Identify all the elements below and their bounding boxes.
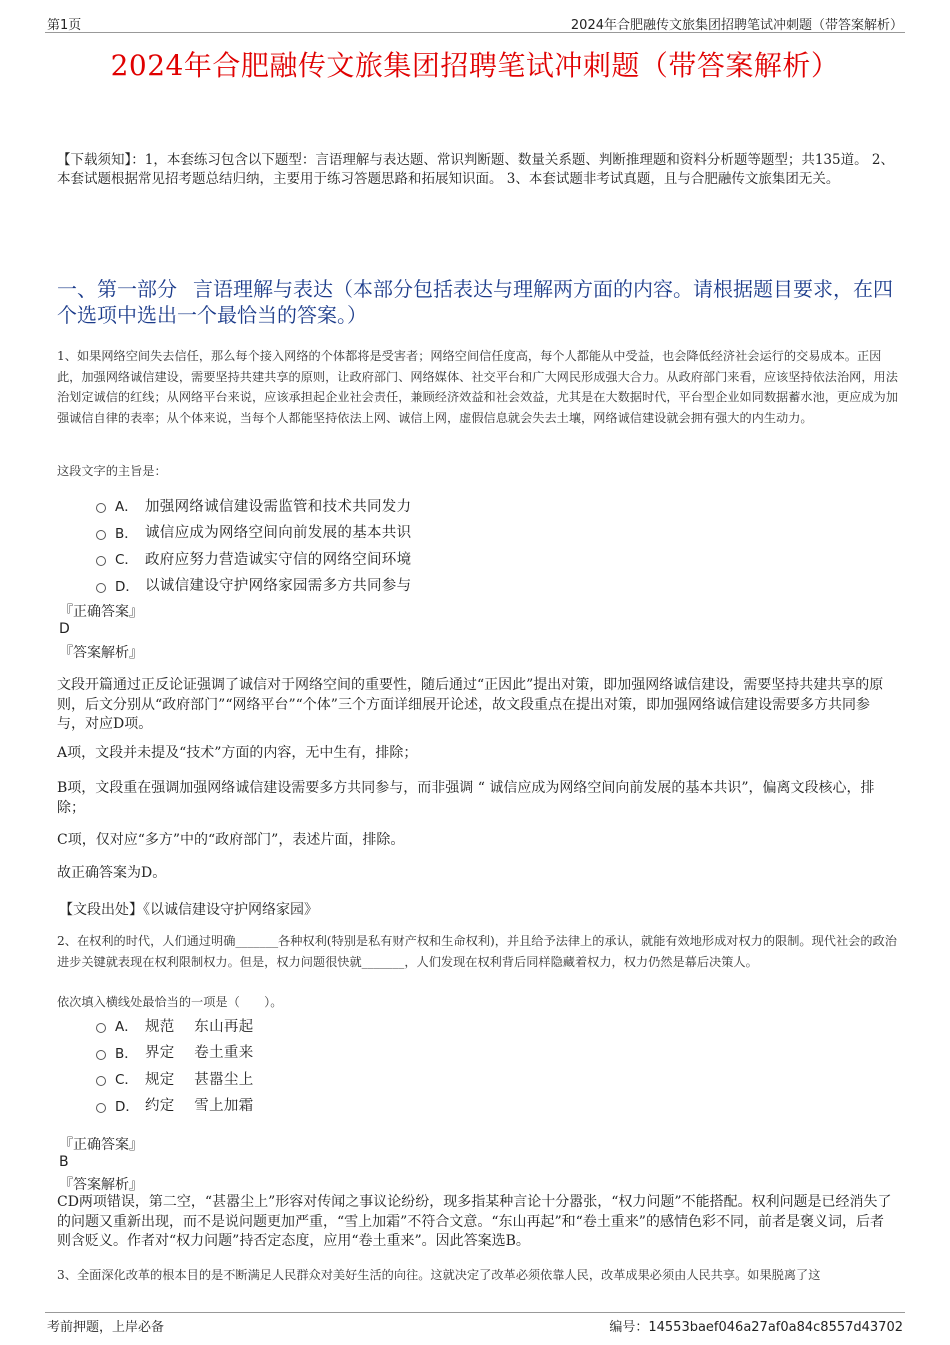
question-1-source: 【文段出处】《以诚信建设守护网络家园》 — [59, 902, 318, 918]
radio-icon[interactable] — [96, 530, 106, 540]
radio-icon[interactable] — [96, 583, 106, 593]
option-c[interactable]: C． 政府应努力营造诚实守信的网络空间环境 — [96, 545, 411, 572]
question-3-text: 3、全面深化改革的根本目的是不断满足人民群众对美好生活的向往。这就决定了改革必须依靠人民，改革成果必须由人民共享。如果脱离了这 — [57, 1268, 821, 1282]
option-d[interactable]: D． 约定 雪上加霜 — [96, 1092, 254, 1119]
running-title: 2024年合肥融传文旅集团招聘笔试冲刺题（带答案解析） — [570, 18, 903, 33]
question-2-answer: B — [59, 1154, 69, 1170]
question-1-text: 1、如果网络空间失去信任，那么每个接入网络的个体都将是受害者；网络空间信任度高，每个人都能从中受益，也会降低经济社会运行的交易成本。正因此，加强网络诚信建设，需要坚持共建共享的原则，让政府部门、网络媒体、社交平台和广大网民形成强大合力。从政府部门来看，应该坚持依法治网，用法治划定诚信的红线；从网络平台来说，应该承担起企业社会责任，兼顾经济效益和社会效益，尤其是在大数据时代，平台型企业如同数据蓄水池，更应成为加强诚信自律的表率；从个体来说，当每个人都能坚持依法上网、诚信上网，虚假信息就会失去土壤，网络诚信建设就会拥有强大的内生动力。 — [57, 349, 898, 425]
radio-icon[interactable] — [96, 556, 106, 566]
radio-icon[interactable] — [96, 1103, 106, 1113]
option-a[interactable]: A． 加强网络诚信建设需监管和技术共同发力 — [96, 492, 411, 519]
question-1-explanation-b: B项，文段重在强调加强网络诚信建设需要多方共同参与，而非强调 “ 诚信应成为网络空间向前发展的基本共识”，偏离文段核心，排除； — [57, 780, 875, 816]
question-1-explanation-c: C项，仅对应“多方”中的“政府部门”，表述片面，排除。 — [57, 832, 405, 848]
question-2-explanation: CD两项错误，第二空，“甚嚣尘上”形容对传闻之事议论纷纷，现多指某种言论十分嚣张，“权力问题”不能搭配。权利问题是已经消失了的问题又重新出现，而不是说问题更加严重，“雪上加霜”不符合文意。“东山再起”和“卷土重来”的感情色彩不同，前者是褒义词，后者则含贬义。作者对“权力问题”持否定态度，应用“卷土重来”。因此答案选B。 — [57, 1194, 892, 1249]
radio-icon[interactable] — [96, 1076, 106, 1086]
question-1-answer: D — [59, 621, 70, 637]
page-number: 第1页 — [47, 18, 82, 33]
option-d[interactable]: D． 以诚信建设守护网络家园需多方共同参与 — [96, 572, 411, 599]
correct-answer-label: 『正确答案』 — [59, 604, 143, 620]
document-title: 2024年合肥融传文旅集团招聘笔试冲刺题（带答案解析） — [110, 49, 840, 82]
option-b[interactable]: B． 界定 卷土重来 — [96, 1039, 254, 1066]
option-c[interactable]: C． 规定 甚嚣尘上 — [96, 1065, 254, 1092]
section-title: 言语理解与表达（本部分包括表达与理解两方面的内容。请根据题目要求，在四个选项中选出一个最恰当的答案。） — [57, 277, 893, 327]
question-2-text: 2、在权利的时代，人们通过明确_______各种权利(特别是私有财产权和生命权利)，并且给予法律上的承认，就能有效地形成对权力的限制。现代社会的政治进步关键就表现在权利限制权力。但是，权力问题很快就_______，人们发现在权利背后同样隐藏着权力，权力仍然是幕后决策人。 — [57, 934, 897, 969]
question-2-options — [96, 1012, 254, 1118]
analysis-label: 『答案解析』 — [59, 1177, 143, 1193]
section-heading — [57, 276, 898, 328]
download-notice: 【下载须知】：1，本套练习包含以下题型：言语理解与表达题、常识判断题、数量关系题、判断推理题和资料分析题等题型；共135道。 2、本套试题根据常见招考题总结归纳，主要用于练习答题思路和拓展知识面。 3、本套试题非考试真题，且与合肥融传文旅集团无关。 — [57, 152, 894, 187]
page-footer — [45, 1312, 905, 1335]
correct-answer-label: 『正确答案』 — [59, 1137, 143, 1153]
option-b[interactable]: B． 诚信应成为网络空间向前发展的基本共识 — [96, 519, 411, 546]
radio-icon[interactable] — [96, 503, 106, 513]
footer-slogan: 考前押题，上岸必备 — [47, 1320, 165, 1335]
analysis-label: 『答案解析』 — [59, 645, 143, 661]
page-header — [45, 12, 905, 33]
question-1-explanation-a: A项，文段并未提及“技术”方面的内容，无中生有，排除； — [57, 745, 418, 761]
radio-icon[interactable] — [96, 1023, 106, 1033]
question-2-prompt: 依次填入横线处最恰当的一项是（ ）。 — [57, 995, 283, 1009]
question-1-conclusion: 故正确答案为D。 — [57, 865, 167, 881]
question-1-prompt: 这段文字的主旨是： — [57, 464, 167, 478]
question-1-explanation: 文段开篇通过正反论证强调了诚信对于网络空间的重要性，随后通过“正因此”提出对策，即加强网络诚信建设，需要坚持共建共享的原则，后文分别从“政府部门”“网络平台”“个体”三个方面详细展开论述，故文段重点在提出对策，即加强网络诚信建设需要多方共同参与，对应D项。 — [57, 677, 884, 732]
document-id: 编号：14553baef046a27af0a84c8557d43702 — [609, 1320, 903, 1335]
question-1-options — [96, 492, 411, 598]
option-a[interactable]: A． 规范 东山再起 — [96, 1012, 254, 1039]
radio-icon[interactable] — [96, 1050, 106, 1060]
section-part: 一、第一部分 — [57, 277, 177, 301]
